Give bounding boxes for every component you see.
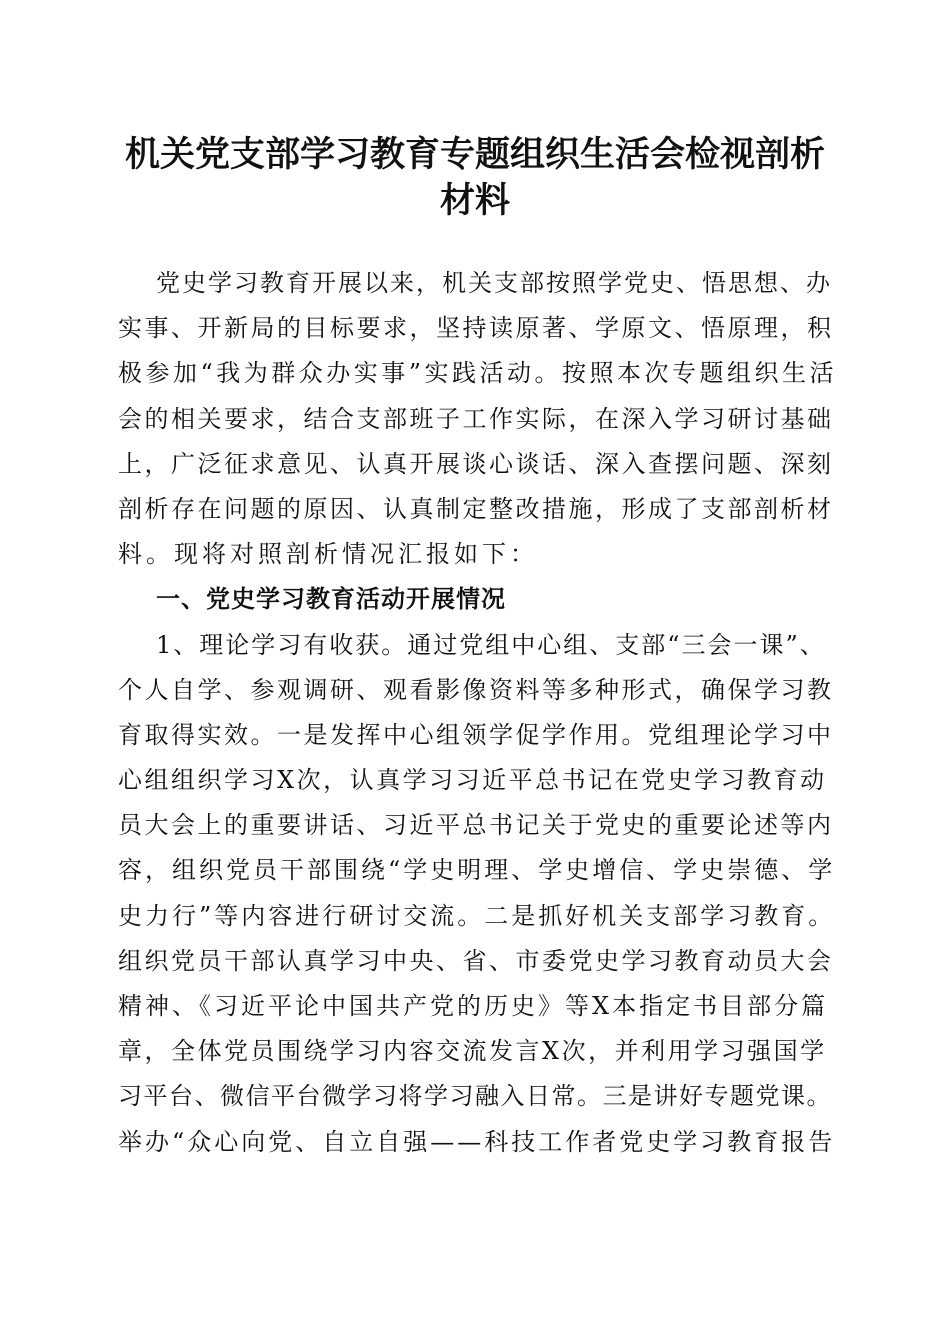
section-heading: 一、党史学习教育活动开展情况	[156, 585, 506, 614]
intro-paragraph	[118, 261, 838, 577]
paragraph-line: 育取得实效。一是发挥中心组领学促学作用。党组理论学习中	[118, 720, 834, 749]
paragraph-line: 实事、开新局的目标要求，坚持读原著、学原文、悟原理，积	[118, 314, 834, 343]
paragraph-line: 章，全体党员围绕学习内容交流发言X次，并利用学习强国学	[118, 1037, 827, 1066]
paragraph-line: 极参加“我为群众办实事”实践活动。按照本次专题组织生活	[118, 359, 838, 388]
title-line-2: 材料	[439, 180, 510, 221]
paragraph-line: 会的相关要求，结合支部班子工作实际，在深入学习研讨基础	[118, 404, 834, 433]
paragraph-line: 举办“众心向党、自立自强——科技工作者党史学习教育报告	[118, 1127, 836, 1156]
paragraph-line: 1、理论学习有收获。通过党组中心组、支部“三会一课”、	[156, 630, 826, 659]
document-body	[118, 261, 838, 1165]
paragraph-line: 剖析存在问题的原因、认真制定整改措施，形成了支部剖析材	[118, 494, 834, 523]
paragraph-line: 员大会上的重要讲话、习近平总书记关于党史的重要论述等内	[118, 811, 834, 840]
section-paragraph	[118, 623, 838, 1165]
title-line-1: 机关党支部学习教育专题组织生活会检视剖析	[124, 134, 825, 175]
paragraph-line: 心组组织学习X次，认真学习习近平总书记在党史学习教育动	[118, 766, 827, 795]
paragraph-line: 史力行”等内容进行研讨交流。二是抓好机关支部学习教育。	[118, 901, 836, 930]
paragraph-line: 容，组织党员干部围绕“学史明理、学史增信、学史崇德、学	[118, 856, 836, 885]
paragraph-line: 习平台、微信平台微学习将学习融入日常。三是讲好专题党课。	[118, 1082, 832, 1111]
paragraph-line: 个人自学、参观调研、观看影像资料等多种形式，确保学习教	[118, 675, 834, 704]
paragraph-line: 组织党员干部认真学习中央、省、市委党史学习教育动员大会	[118, 946, 834, 975]
paragraph-line: 料。现将对照剖析情况汇报如下：	[118, 540, 538, 569]
paragraph-line: 党史学习教育开展以来，机关支部按照学党史、悟思想、办	[156, 269, 832, 297]
paragraph-line: 上，广泛征求意见、认真开展谈心谈话、深入查摆问题、深刻	[118, 449, 834, 478]
paragraph-line: 精神、《习近平论中国共产党的历史》等X本指定书目部分篇	[118, 992, 829, 1020]
document-title	[100, 132, 850, 224]
